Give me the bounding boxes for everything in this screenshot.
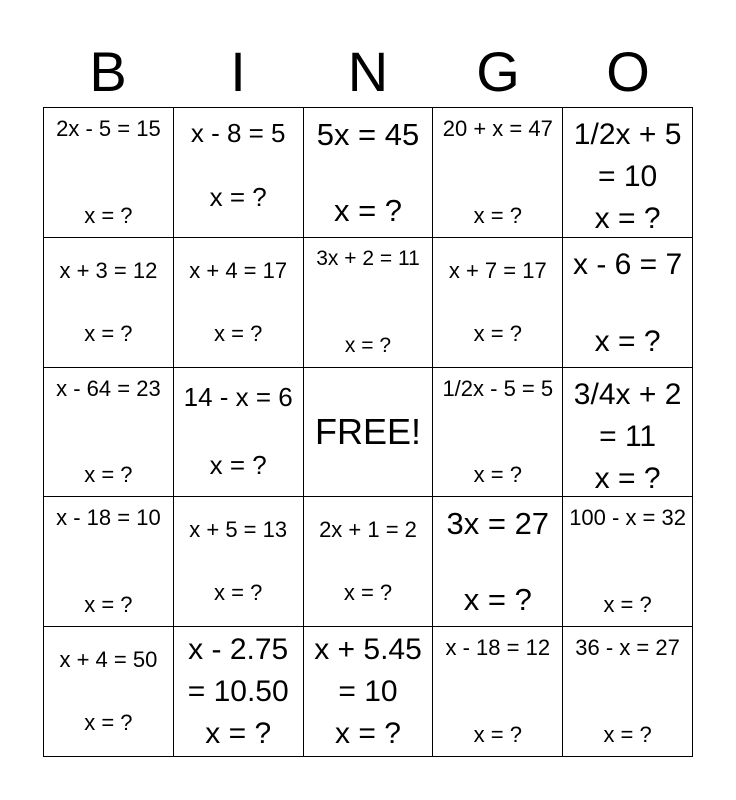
bingo-cell[interactable] — [304, 108, 434, 238]
cell-answer: x = ? — [594, 324, 661, 358]
cell-equation: x + 5.45 = 10 — [314, 633, 422, 709]
cell-answer: x = ? — [84, 202, 133, 228]
cell-equation: x + 7 = 17 — [448, 257, 547, 283]
cell-answer: x = ? — [463, 582, 532, 618]
cell-equation: 36 - x = 27 — [575, 635, 680, 661]
cell-equation: 3x = 27 — [446, 506, 550, 542]
cell-equation: 5x = 45 — [316, 117, 420, 152]
header-letter-b: B — [89, 40, 127, 103]
cell-answer: x = ? — [473, 202, 522, 228]
cell-equation: x + 4 = 17 — [189, 257, 288, 283]
bingo-cell[interactable] — [304, 238, 434, 368]
cell-equation: x + 5 = 13 — [189, 517, 288, 543]
free-space-cell[interactable] — [304, 368, 434, 498]
header-letter-i: I — [230, 40, 246, 103]
cell-answer: x = ? — [594, 202, 661, 235]
bingo-cell[interactable] — [174, 627, 304, 757]
cell-equation: 20 + x = 47 — [442, 116, 553, 141]
bingo-cell[interactable] — [44, 497, 174, 627]
header-letter-o: O — [606, 40, 650, 103]
bingo-cell[interactable] — [174, 368, 304, 498]
bingo-cell[interactable] — [44, 238, 174, 368]
cell-answer: x = ? — [214, 320, 263, 346]
cell-answer: x = ? — [603, 722, 652, 747]
cell-answer: x = ? — [214, 580, 263, 606]
cell-answer: x = ? — [84, 592, 133, 618]
cell-equation: 100 - x = 32 — [569, 505, 686, 531]
cell-answer: x = ? — [209, 449, 267, 480]
cell-answer: x = ? — [333, 192, 403, 228]
bingo-cell[interactable] — [433, 368, 563, 498]
cell-equation: 2x + 1 = 2 — [319, 517, 417, 543]
header-letter-n: N — [347, 40, 389, 103]
cell-answer: x = ? — [343, 580, 393, 606]
bingo-cell[interactable] — [563, 368, 693, 498]
bingo-header — [43, 38, 693, 106]
bingo-cell[interactable] — [433, 627, 563, 757]
cell-equation: x - 18 = 10 — [56, 505, 161, 531]
bingo-cell[interactable] — [304, 627, 434, 757]
bingo-cell[interactable] — [433, 108, 563, 238]
cell-answer: x = ? — [473, 320, 522, 346]
cell-equation: 1/2x - 5 = 5 — [442, 375, 554, 401]
bingo-cell[interactable] — [563, 627, 693, 757]
cell-equation: x - 64 = 23 — [56, 375, 161, 401]
cell-equation: x + 4 = 50 — [59, 647, 158, 673]
cell-answer: x = ? — [594, 461, 661, 495]
bingo-cell[interactable] — [304, 497, 434, 627]
cell-answer: x = ? — [84, 320, 133, 346]
bingo-cell[interactable] — [174, 497, 304, 627]
cell-equation: x - 2.75 = 10.50 — [187, 633, 289, 709]
cell-answer: x = ? — [473, 722, 522, 747]
header-letter-g: G — [476, 40, 520, 103]
free-space-label: FREE! — [314, 410, 421, 452]
cell-answer: x = ? — [335, 717, 401, 751]
cell-equation: 2x - 5 = 15 — [56, 116, 161, 141]
cell-equation: 3/4x + 2 = 11 — [573, 377, 682, 453]
bingo-cell[interactable] — [563, 497, 693, 627]
cell-answer: x = ? — [603, 592, 652, 618]
cell-answer: x = ? — [473, 462, 522, 488]
bingo-cell[interactable] — [433, 238, 563, 368]
cell-equation: x - 6 = 7 — [572, 247, 683, 281]
cell-equation: x + 3 = 12 — [59, 257, 158, 283]
bingo-cell[interactable] — [44, 627, 174, 757]
bingo-card-grid — [43, 107, 693, 757]
bingo-cell[interactable] — [174, 238, 304, 368]
cell-equation: x - 8 = 5 — [190, 118, 286, 148]
cell-equation: x - 18 = 12 — [445, 635, 551, 661]
cell-equation: 1/2x + 5 = 10 — [573, 118, 682, 193]
cell-answer: x = ? — [84, 710, 133, 736]
bingo-cell[interactable] — [563, 238, 693, 368]
bingo-cell[interactable] — [563, 108, 693, 238]
cell-equation: 3x + 2 = 11 — [316, 246, 420, 270]
cell-answer: x = ? — [344, 333, 392, 357]
bingo-cell[interactable] — [433, 497, 563, 627]
cell-answer: x = ? — [209, 182, 267, 212]
bingo-cell[interactable] — [174, 108, 304, 238]
cell-equation: 14 - x = 6 — [183, 381, 293, 412]
cell-answer: x = ? — [84, 462, 133, 488]
cell-answer: x = ? — [205, 717, 272, 751]
bingo-cell[interactable] — [44, 108, 174, 238]
bingo-cell[interactable] — [44, 368, 174, 498]
